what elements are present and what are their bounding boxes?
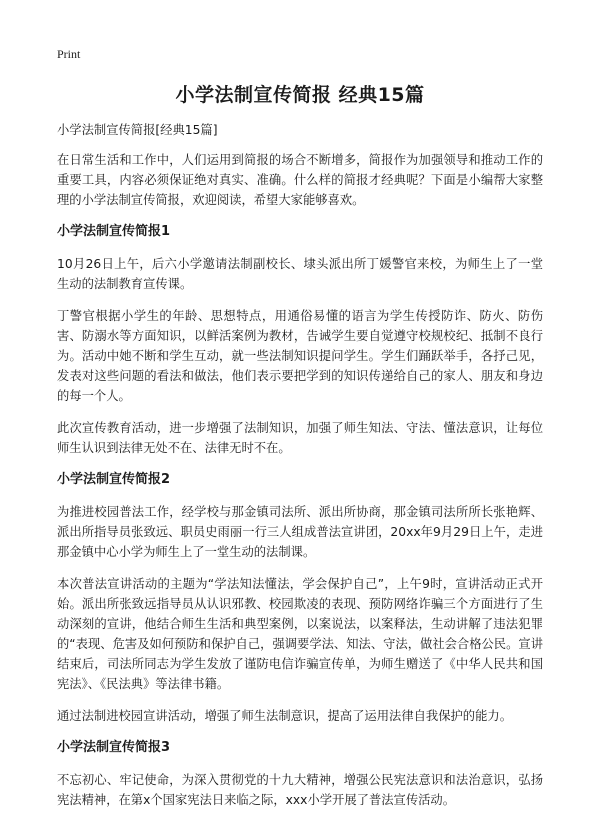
- section-heading-2: 小学法制宣传简报2: [57, 472, 171, 487]
- paragraph: 此次宣传教育活动，进一步增强了法制知识，加强了师生知法、守法、懂法意识，让每位师生认识到法律无处不在、法律无时不在。: [57, 421, 543, 455]
- intro-paragraph: 在日常生活和工作中，人们运用到简报的场合不断增多，简报作为加强领导和推动工作的重要工具，内容必须保证绝对真实、准确。什么样的简报才经典呢？下面是小编帮大家整理的小学法制宣传简报，欢迎阅读，希望大家能够喜欢。: [57, 153, 543, 207]
- paragraph: 为推进校园普法工作，经学校与那金镇司法所、派出所协商，那金镇司法所所长张艳辉、派出所指导员张致远、职员史雨丽一行三人组成普法宣讲团，20xx年9月29日上午，走进那金镇中心小学为师生上了一堂生动的法制课。: [57, 505, 543, 559]
- paragraph: 不忘初心、牢记使命，为深入贯彻党的十九大精神，增强公民宪法意识和法治意识，弘扬宪法精神，在第x个国家宪法日来临之际，xxx小学开展了普法宣传活动。: [57, 773, 543, 807]
- paragraph: 通过法制进校园宣讲活动，增强了师生法制意识，提高了运用法律自我保护的能力。: [57, 709, 512, 723]
- article-body: [57, 120, 543, 822]
- print-link[interactable]: Print: [57, 47, 81, 61]
- paragraph: 10月26日上午，后六小学邀请法制副校长、埭头派出所丁媛警官来校，为师生上了一堂生动的法制教育宣传课。: [57, 257, 543, 291]
- paragraph: 丁警官根据小学生的年龄、思想特点，用通俗易懂的语言为学生传授防诈、防火、防伤害、防溺水等方面知识，以鲜活案例为教材，告诫学生要自觉遵守校规校纪、抵制不良行为。活动中她不断和学生互动，就一些法制知识提问学生。学生们踊跃举手，各抒己见，发表对这些问题的看法和做法，他们表示要把学到的知识传递给自己的家人、朋友和身边的每一个人。: [57, 309, 543, 403]
- article-subtitle: 小学法制宣传简报[经典15篇]: [57, 123, 218, 137]
- section-heading-3: 小学法制宣传简报3: [57, 740, 171, 755]
- page-title: 小学法制宣传简报 经典15篇: [175, 84, 425, 106]
- section-heading-1: 小学法制宣传简报1: [57, 224, 171, 239]
- paragraph: 本次普法宣讲活动的主题为“学法知法懂法，学会保护自己”，上午9时，宣讲活动正式开始。派出所张致远指导员从认识邪教、校园欺凌的表现、预防网络诈骗三个方面进行了生动深刻的宣讲，他结合师生生活和典型案例，以案说法，以案释法，生动讲解了违法犯罪的“表现、危害及如何预防和保护自己，强调要学法、知法、守法，做社会合格公民。宣讲结束后，司法所同志为学生发放了谨防电信诈骗宣传单，为师生赠送了《中华人民共和国宪法》、《民法典》等法律书籍。: [57, 577, 543, 691]
